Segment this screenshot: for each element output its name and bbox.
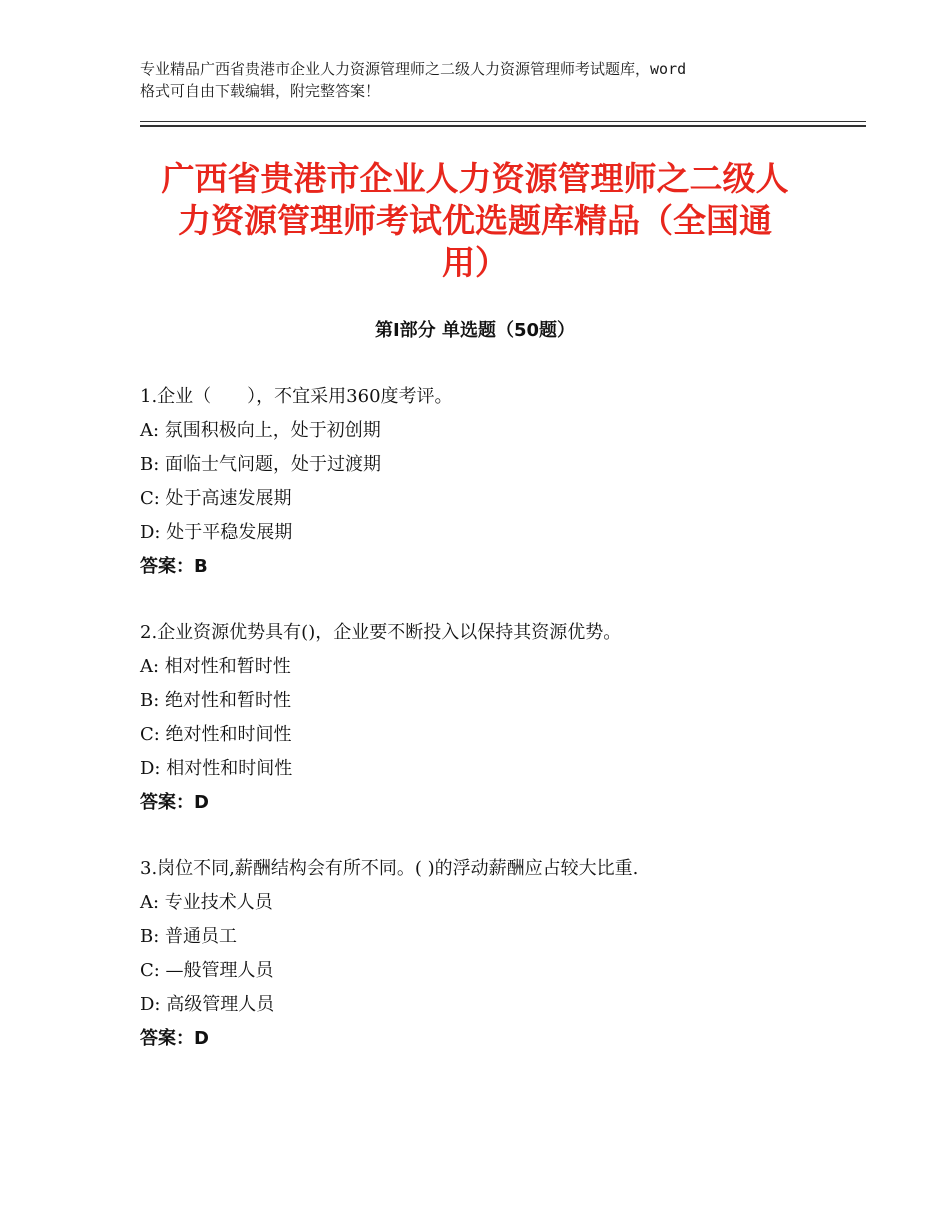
- option-c: C: —般管理人员: [140, 960, 274, 981]
- header-divider: [140, 121, 866, 127]
- header-note-line: 专业精品广西省贵港市企业人力资源管理师之二级人力资源管理师考试题库，word: [140, 60, 687, 78]
- option-a: A: 相对性和暂时性: [140, 656, 291, 677]
- option-c: C: 绝对性和时间性: [140, 724, 292, 745]
- question-stem: 1.企业（ ），不宜采用360度考评。: [140, 386, 453, 407]
- answer-label: 答案：D: [140, 1028, 209, 1049]
- option-a: A: 氛围积极向上，处于初创期: [140, 420, 381, 441]
- question-item: [140, 852, 840, 1056]
- question-stem: 2.企业资源优势具有()，企业要不断投入以保持其资源优势。: [140, 622, 622, 643]
- option-a: A: 专业技术人员: [140, 892, 273, 913]
- option-c: C: 处于高速发展期: [140, 488, 292, 509]
- option-b: B: 普通员工: [140, 926, 238, 947]
- option-d: D: 高级管理人员: [140, 994, 275, 1015]
- question-item: [140, 380, 840, 584]
- question-item: [140, 616, 840, 820]
- header-note: [140, 58, 830, 102]
- section-heading: 第Ⅰ部分 单选题（50题）: [374, 320, 575, 341]
- answer-label: 答案：B: [140, 556, 208, 577]
- title-line: 力资源管理师考试优选题库精品（全国通: [178, 201, 772, 240]
- answer-label: 答案：D: [140, 792, 209, 813]
- title-line: 广西省贵港市企业人力资源管理师之二级人: [161, 159, 789, 198]
- title-line: 用）: [442, 243, 508, 282]
- question-stem: 3.岗位不同,薪酬结构会有所不同。( )的浮动薪酬应占较大比重.: [140, 858, 639, 879]
- question-list: [140, 380, 840, 1088]
- option-b: B: 绝对性和暂时性: [140, 690, 292, 711]
- document-title: [120, 158, 830, 284]
- header-note-line: 格式可自由下载编辑，附完整答案！: [140, 82, 381, 100]
- option-d: D: 处于平稳发展期: [140, 522, 293, 543]
- option-d: D: 相对性和时间性: [140, 758, 293, 779]
- option-b: B: 面临士气问题，处于过渡期: [140, 454, 382, 475]
